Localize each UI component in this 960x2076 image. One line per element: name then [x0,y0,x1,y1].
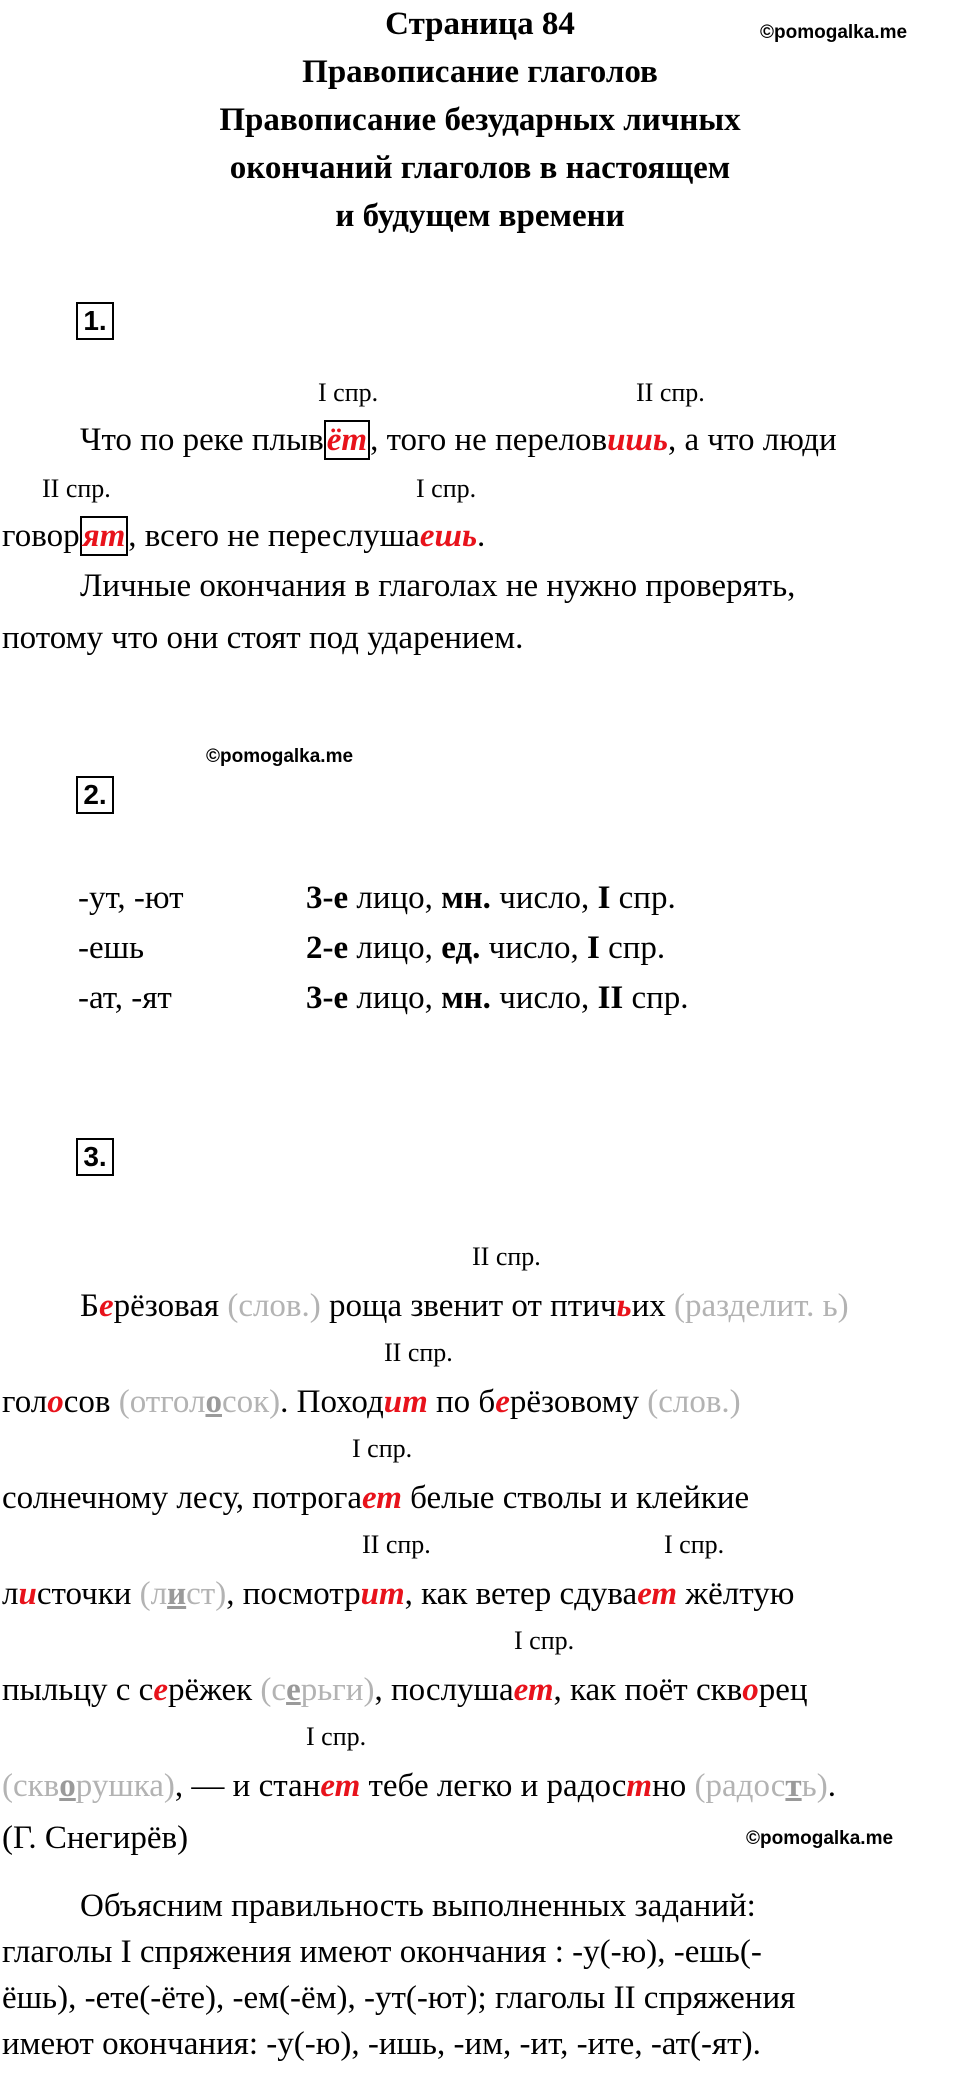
conjugation-label: II спр. [472,1242,541,1271]
conjugation-label: II спр. [362,1530,431,1559]
grammar-description: 2-е лицо, ед. число, I спр. [306,930,666,966]
grammar-description: 3-е лицо, мн. число, I спр. [306,880,676,916]
task3-line-2: голосов (отголосок). Походит по берёзовому (слов.) [2,1384,741,1420]
task3-line-5: пыльцу с серёжек (серьги), послушает, как поёт скворец [2,1672,808,1708]
conjugation-label: I спр. [318,378,379,407]
task1-line-2: говорят, всего не переслушаешь. [2,518,486,554]
conjugation-label: I спр. [514,1626,575,1655]
conjugation-label: I спр. [664,1530,725,1559]
watermark: ©pomogalka.me [206,746,354,767]
task1-line-4: потому что они стоят под ударением. [2,620,524,656]
task3-line-1: Берёзовая (слов.) роща звенит от птичьих (разделит. ь) [80,1288,849,1324]
conjugation-label: II спр. [42,474,111,503]
ending-label: -ешь [78,930,145,966]
explanation-line: Объясним правильность выполненных заданий: [80,1888,756,1924]
ending-label: -ат, -ят [78,980,172,1016]
title-line: Правописание безударных личных [219,102,741,138]
title-line: и будущем времени [335,198,625,234]
task-number-3: 3. [76,1138,114,1176]
ending-box: ят [80,516,129,556]
conjugation-label: I спр. [352,1434,413,1463]
task-number-2: 2. [76,776,114,814]
explanation-line: ёшь), -ете(-ёте), -ем(-ём), -ут(-ют); глаголы II спряжения [2,1980,796,2016]
task3-line-6: (скворушка), — и станет тебе легко и радостно (радость). [2,1768,836,1804]
task1-line-1: Что по реке плывёт, того не переловишь, а что люди [80,422,837,458]
grammar-description: 3-е лицо, мн. число, II спр. [306,980,689,1016]
explanation-line: имеют окончания: -у(-ю), -ишь, -им, -ит, -ите, -ат(-ят). [2,2026,761,2062]
explanation-line: глаголы I спряжения имеют окончания : -у(-ю), -ешь(- [2,1934,762,1970]
ending-label: -ут, -ют [78,880,184,916]
conjugation-label: I спр. [306,1722,367,1751]
task-number-1: 1. [76,302,114,340]
task3-line-4: листочки (лист), посмотрит, как ветер сдувает жёлтую [2,1576,795,1612]
title-line: окончаний глаголов в настоящем [229,150,731,186]
watermark: ©pomogalka.me [746,1828,894,1849]
ending-box: ёт [324,420,370,460]
title-line: Правописание глаголов [302,54,658,90]
conjugation-label: II спр. [636,378,705,407]
title-line: Страница 84 [385,6,575,42]
watermark: ©pomogalka.me [760,22,908,43]
task1-line-3: Личные окончания в глаголах не нужно проверять, [80,568,796,604]
task3-line-3: солнечному лесу, потрогает белые стволы и клейкие [2,1480,750,1516]
conjugation-label: II спр. [384,1338,453,1367]
conjugation-label: I спр. [416,474,477,503]
task3-author: (Г. Снегирёв) [2,1820,189,1856]
